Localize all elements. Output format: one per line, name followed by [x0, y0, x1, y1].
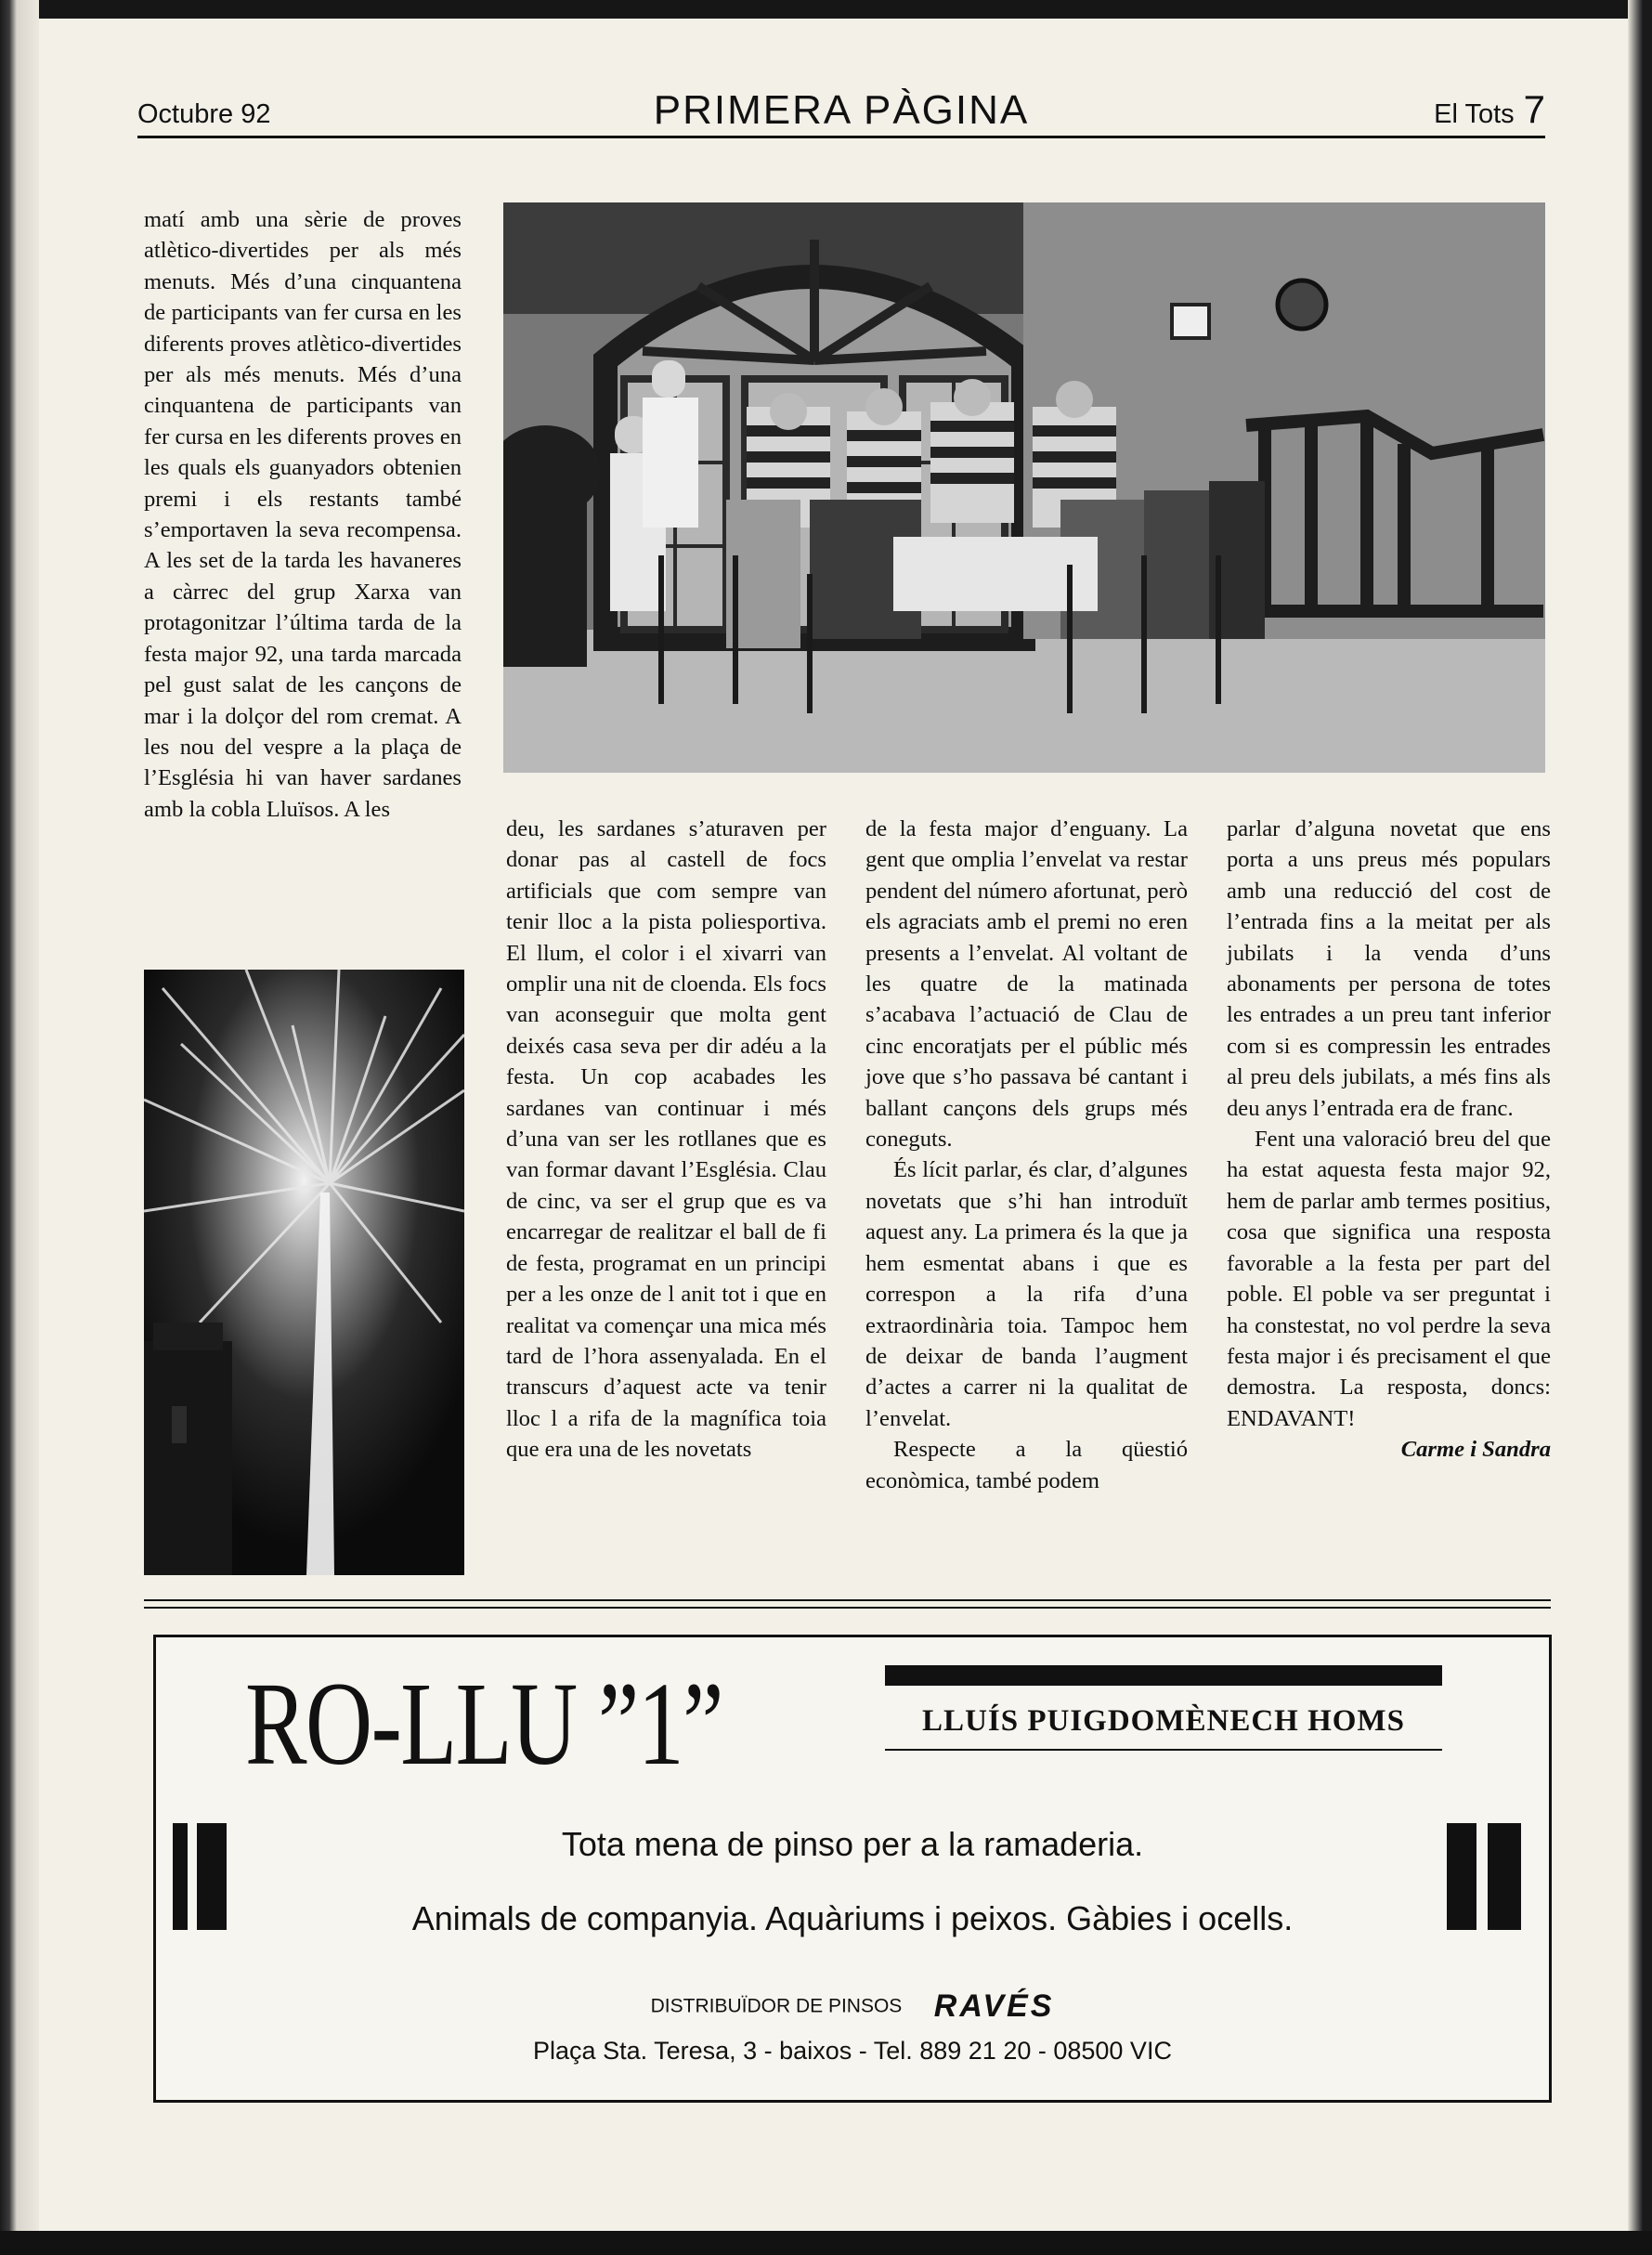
publication-info — [1434, 87, 1545, 132]
ad-tagline-2: Animals de companyia. Aquàriums i peixos. Gàbies i ocells. — [411, 1899, 1294, 1937]
scan-border-top — [0, 0, 1652, 19]
page-number: 7 — [1523, 87, 1545, 131]
section-divider — [144, 1599, 1551, 1601]
scan-border-left — [0, 0, 39, 2255]
publication-name: El Tots — [1434, 99, 1515, 129]
fireworks-photo — [144, 970, 464, 1575]
ad-distributor-logo: RAVÉS — [933, 1988, 1055, 2024]
article-paragraph: deu, les sardanes s’aturaven per donar pas al castell de focs artificials que com sempre van tenir lloc a la pista poliesportiva. El llum, el color i el xivarri van omplir una nit de cloenda. Els focs van aconseguir que molta gent deixés casa seva per dir adéu a la festa. Un cop acabades les sardanes van continuar i més d’una van ser les rotllanes que es van formar davant l’Església. Clau de cinc, va ser el grup que es va encarregar de realitzar el ball de fi de festa, programat en un principi per a les onze de l anit tot i que en realitat va començar una mica més tard de l’hora assenyalada. En el transcurs d’aquest acte va tenir lloc l a rifa de la magnífica toia que era una de les novetats — [506, 816, 826, 1463]
ad-address: Plaça Sta. Teresa, 3 - baixos - Tel. 889 21 20 - 08500 VIC — [533, 2037, 1172, 2065]
fireworks-photo-illustration — [144, 970, 464, 1575]
theatre-stage-photo — [503, 202, 1545, 773]
article-paragraph: Fent una valoració breu del que ha estat aquesta festa major 92, hem de parlar amb termes positius, cosa que significa una resposta favorable a la festa per part del poble. El poble va ser preguntat i ha constestat, no vol perdre la seva festa major i és precisament el que demostra. La resposta, doncs: ENDAVANT! — [1227, 1127, 1551, 1431]
advertisement — [153, 1635, 1552, 2103]
scan-border-bottom — [0, 2231, 1652, 2255]
article-paragraph: parlar d’alguna novetat que ens porta a uns preus més populars amb una reducció del cost de l’entrada fins a la meitat per als jubilats i la venda d’uns abonaments per persona de totes les entrades a un preu tant inferior com si es compressin les entrades al preu dels jubilats, a més fins als deu anys l’entrada era de franc. — [1227, 816, 1551, 1121]
section-title: PRIMERA PÀGINA — [653, 87, 1030, 133]
article-column-4 — [1227, 814, 1551, 1466]
ad-distributor — [156, 1988, 1549, 2025]
section-divider — [144, 1607, 1551, 1609]
scan-border-right — [1628, 0, 1652, 2255]
article-paragraph: Respecte a la qüestió econòmica, també podem — [865, 1437, 1188, 1493]
article-column-2 — [506, 814, 826, 1466]
stage-photo-illustration — [503, 202, 1545, 773]
ad-decor-bar — [885, 1665, 1442, 1686]
article-paragraph: matí amb una sèrie de proves atlètico-divertides per als més menuts. Més d’una cinquantena de participants van fer cursa en les diferents proves atlètico-divertides per als més menuts. Més d’una cinquantena de participants van fer cursa en les diferents proves en les quals els guanyadors obtenien premi i els restants també s’emportaven la seva recompensa. A les set de la tarda les havaneres a càrrec del grup Xarxa van protagonitzar l’última tarda de la festa major 92, una tarda marcada pel gust salat de les cançons de mar i la dolçor del rom cremat. A les nou del vespre a la plaça de l’Església hi van haver sardanes amb la cobla Lluïsos. A les — [144, 207, 462, 822]
page-header — [137, 82, 1545, 138]
article-paragraph: És lícit parlar, és clar, d’algunes novetats que s’hi han introduït aquest any. La primera és la que ja hem esmentat abans i que es correspon a la rifa d’una extraordinària toia. Tampoc hem de deixar de banda l’augment d’actes a carrer ni la qualitat de l’envelat. — [865, 1157, 1188, 1431]
ad-brand-name: RO-LLU ”1” — [245, 1658, 722, 1790]
ad-distributor-label: DISTRIBUÏDOR DE PINSOS — [650, 1995, 903, 2017]
issue-date: Octubre 92 — [137, 99, 271, 129]
article-signature: Carme i Sandra — [1400, 1437, 1551, 1463]
article-column-1 — [144, 204, 462, 825]
article-paragraph: de la festa major d’enguany. La gent que omplia l’envelat va restar pendent del número afortunat, però els agraciats amb el premi no eren presents a l’envelat. Al voltant de les quatre de la matinada s’acabava l’actuació de Clau de cinc encoratjats per el públic més jove que s’ho passava bé cantant i ballant cançons dels grups més coneguts. — [865, 816, 1188, 1153]
ad-owner-underline — [885, 1749, 1442, 1751]
article-column-3 — [865, 814, 1188, 1496]
ad-owner-name: LLUÍS PUIGDOMÈNECH HOMS — [922, 1704, 1405, 1738]
ad-tagline-1: Tota mena de pinso per a la ramaderia. — [561, 1825, 1144, 1863]
